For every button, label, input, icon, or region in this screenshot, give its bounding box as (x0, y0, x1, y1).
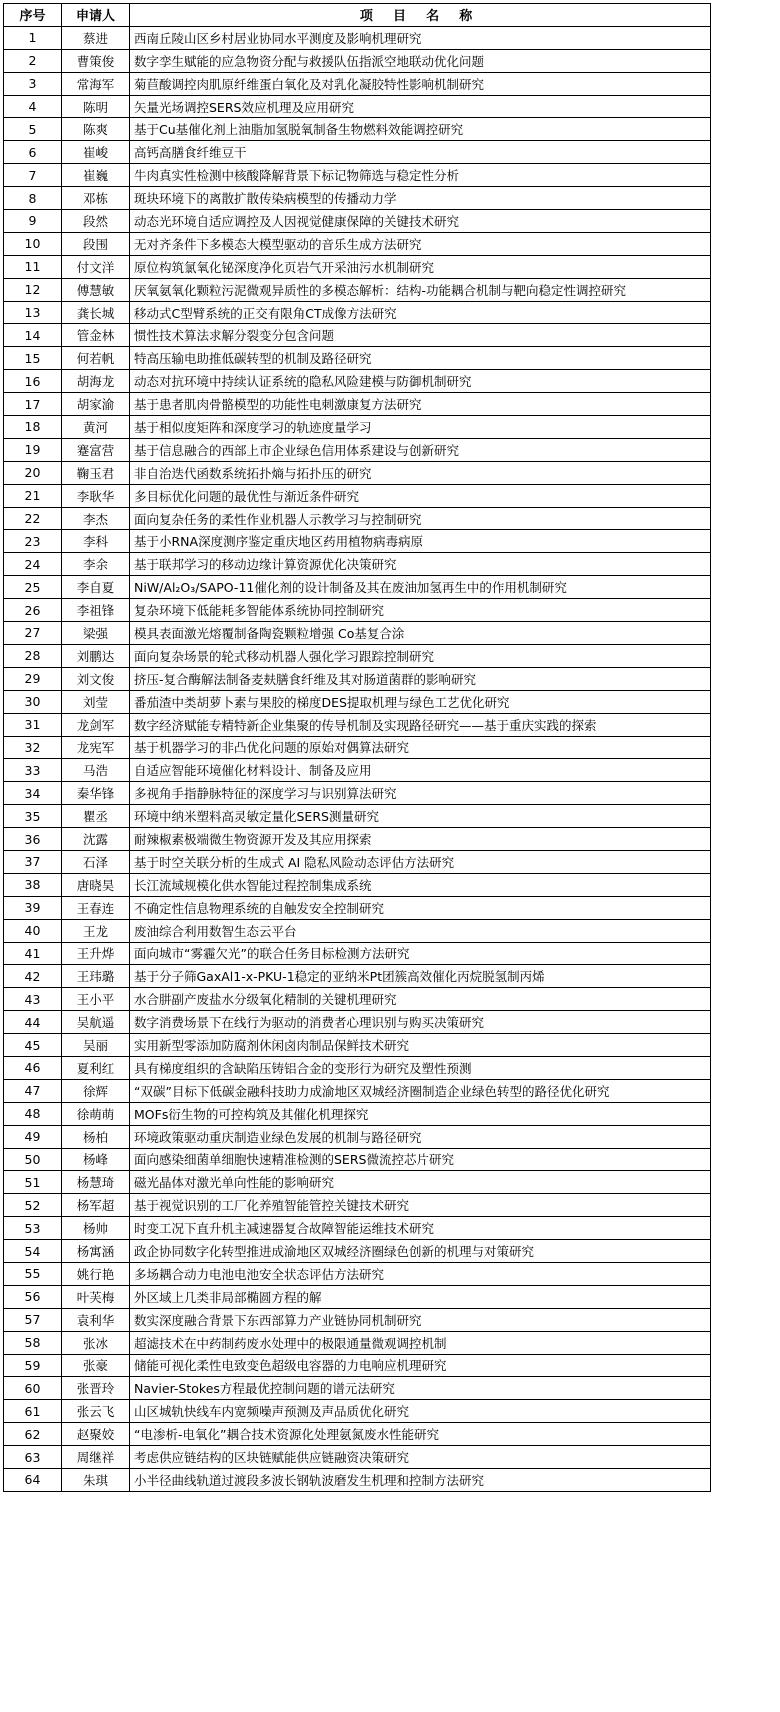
row-number: 3 (4, 72, 62, 95)
table-row (4, 919, 711, 942)
table-row (4, 1194, 711, 1217)
table-row (4, 1079, 711, 1102)
row-project-name: MOFs衍生物的可控构筑及其催化机理探究 (130, 1102, 711, 1125)
row-applicant: 姚行艳 (62, 1262, 130, 1285)
row-applicant: 张豪 (62, 1354, 130, 1377)
row-number: 20 (4, 461, 62, 484)
row-number: 30 (4, 690, 62, 713)
table-row (4, 690, 711, 713)
row-project-name: 外区域上几类非局部椭圆方程的解 (130, 1285, 711, 1308)
row-number: 12 (4, 278, 62, 301)
table-row (4, 255, 711, 278)
row-applicant: 沈露 (62, 828, 130, 851)
table-header (4, 4, 711, 27)
row-applicant: 崔峻 (62, 141, 130, 164)
row-project-name: 菊苣酸调控肉肌原纤维蛋白氧化及对乳化凝胶特性影响机制研究 (130, 72, 711, 95)
row-project-name: 挤压-复合酶解法制备麦麸膳食纤维及其对肠道菌群的影响研究 (130, 667, 711, 690)
row-number: 27 (4, 622, 62, 645)
table-row (4, 370, 711, 393)
table-row (4, 713, 711, 736)
row-applicant: 杨峰 (62, 1148, 130, 1171)
header-row (4, 4, 711, 27)
row-project-name: 基于联邦学习的移动边缘计算资源优化决策研究 (130, 553, 711, 576)
table-row (4, 416, 711, 439)
row-number: 51 (4, 1171, 62, 1194)
row-project-name: 特高压输电助推低碳转型的机制及路径研究 (130, 347, 711, 370)
row-applicant: 杨军超 (62, 1194, 130, 1217)
row-number: 52 (4, 1194, 62, 1217)
table-row (4, 1308, 711, 1331)
row-project-name: 长江流域规模化供水智能过程控制集成系统 (130, 873, 711, 896)
row-project-name: 复杂环境下低能耗多智能体系统协同控制研究 (130, 599, 711, 622)
row-project-name: 基于机器学习的非凸优化问题的原始对偶算法研究 (130, 736, 711, 759)
row-number: 7 (4, 164, 62, 187)
table-row (4, 896, 711, 919)
table-row (4, 1125, 711, 1148)
row-applicant: 徐萌萌 (62, 1102, 130, 1125)
row-number: 11 (4, 255, 62, 278)
row-applicant: 李杰 (62, 507, 130, 530)
row-number: 45 (4, 1034, 62, 1057)
row-number: 4 (4, 95, 62, 118)
row-applicant: 李耿华 (62, 484, 130, 507)
row-applicant: 常海军 (62, 72, 130, 95)
row-project-name: “电渗析-电氧化”耦合技术资源化处理氨氮废水性能研究 (130, 1423, 711, 1446)
row-applicant: 李自夏 (62, 576, 130, 599)
row-project-name: 基于相似度矩阵和深度学习的轨迹度量学习 (130, 416, 711, 439)
row-applicant: 傅慧敏 (62, 278, 130, 301)
row-applicant: 龚长城 (62, 301, 130, 324)
row-applicant: 付文洋 (62, 255, 130, 278)
row-number: 25 (4, 576, 62, 599)
row-applicant: 张晋玲 (62, 1377, 130, 1400)
row-applicant: 管金林 (62, 324, 130, 347)
table-row (4, 850, 711, 873)
row-applicant: 马浩 (62, 759, 130, 782)
table-row (4, 301, 711, 324)
row-applicant: 邓栋 (62, 187, 130, 210)
table-row (4, 599, 711, 622)
row-number: 23 (4, 530, 62, 553)
table-row (4, 530, 711, 553)
row-number: 22 (4, 507, 62, 530)
row-number: 32 (4, 736, 62, 759)
table-row (4, 1354, 711, 1377)
table-row (4, 347, 711, 370)
row-applicant: 杨慧琦 (62, 1171, 130, 1194)
row-applicant: 龙剑军 (62, 713, 130, 736)
row-project-name: 具有梯度组织的含缺陷压铸铝合金的变形行为研究及塑性预测 (130, 1056, 711, 1079)
row-project-name: 高钙高膳食纤维豆干 (130, 141, 711, 164)
row-applicant: 张云飞 (62, 1400, 130, 1423)
row-applicant: 龙宪军 (62, 736, 130, 759)
table-row (4, 484, 711, 507)
table-row (4, 278, 711, 301)
table-row (4, 187, 711, 210)
row-applicant: 陈明 (62, 95, 130, 118)
row-applicant: 唐晓昊 (62, 873, 130, 896)
table-row (4, 141, 711, 164)
row-project-name: 储能可视化柔性电致变色超级电容器的力电响应机理研究 (130, 1354, 711, 1377)
table-row (4, 393, 711, 416)
row-applicant: 叶芙梅 (62, 1285, 130, 1308)
table-row (4, 461, 711, 484)
row-project-name: 废油综合利用数智生态云平台 (130, 919, 711, 942)
row-applicant: 王小平 (62, 988, 130, 1011)
header-project-name: 项 目 名 称 (130, 4, 711, 27)
row-project-name: 水合肼副产废盐水分级氧化精制的关键机理研究 (130, 988, 711, 1011)
row-project-name: 超滤技术在中药制药废水处理中的极限通量微观调控机制 (130, 1331, 711, 1354)
table-row (4, 507, 711, 530)
row-applicant: 杨帅 (62, 1217, 130, 1240)
table-body (4, 26, 711, 1491)
row-number: 41 (4, 942, 62, 965)
row-project-name: 环境中纳米塑料高灵敏定量化SERS测量研究 (130, 805, 711, 828)
row-project-name: 面向感染细菌单细胞快速精准检测的SERS微流控芯片研究 (130, 1148, 711, 1171)
row-number: 14 (4, 324, 62, 347)
row-applicant: 袁利华 (62, 1308, 130, 1331)
row-number: 35 (4, 805, 62, 828)
row-number: 56 (4, 1285, 62, 1308)
row-number: 15 (4, 347, 62, 370)
row-project-name: 斑块环境下的离散扩散传染病模型的传播动力学 (130, 187, 711, 210)
row-number: 36 (4, 828, 62, 851)
row-project-name: 小半径曲线轨道过渡段多波长钢轨波磨发生机理和控制方法研究 (130, 1469, 711, 1492)
row-applicant: 李科 (62, 530, 130, 553)
row-applicant: 杨寓涵 (62, 1240, 130, 1263)
table-row (4, 1469, 711, 1492)
row-project-name: 基于小RNA深度测序鉴定重庆地区药用植物病毒病原 (130, 530, 711, 553)
table-row (4, 1171, 711, 1194)
row-number: 42 (4, 965, 62, 988)
table-row (4, 1262, 711, 1285)
table-row (4, 873, 711, 896)
table-row (4, 553, 711, 576)
row-applicant: 刘鹏达 (62, 644, 130, 667)
row-number: 33 (4, 759, 62, 782)
table-row (4, 438, 711, 461)
row-number: 29 (4, 667, 62, 690)
row-number: 19 (4, 438, 62, 461)
row-project-name: 自适应智能环境催化材料设计、制备及应用 (130, 759, 711, 782)
row-applicant: 胡家渝 (62, 393, 130, 416)
row-project-name: 西南丘陵山区乡村居业协同水平测度及影响机理研究 (130, 26, 711, 49)
row-number: 59 (4, 1354, 62, 1377)
row-project-name: 环境政策驱动重庆制造业绿色发展的机制与路径研究 (130, 1125, 711, 1148)
row-project-name: NiW/Al₂O₃/SAPO-11催化剂的设计制备及其在废油加氢再生中的作用机制研究 (130, 576, 711, 599)
row-project-name: 动态对抗环境中持续认证系统的隐私风险建模与防御机制研究 (130, 370, 711, 393)
row-project-name: 基于Cu基催化剂上油脂加氢脱氧制备生物燃料效能调控研究 (130, 118, 711, 141)
table-row (4, 1240, 711, 1263)
row-applicant: 王龙 (62, 919, 130, 942)
row-applicant: 蹇富营 (62, 438, 130, 461)
row-project-name: 厌氧氨氧化颗粒污泥微观异质性的多模态解析：结构-功能耦合机制与靶向稳定性调控研究 (130, 278, 711, 301)
row-applicant: 段围 (62, 232, 130, 255)
row-applicant: 黄河 (62, 416, 130, 439)
row-applicant: 刘文俊 (62, 667, 130, 690)
table-row (4, 828, 711, 851)
row-number: 57 (4, 1308, 62, 1331)
row-number: 44 (4, 1011, 62, 1034)
row-applicant: 石泽 (62, 850, 130, 873)
row-project-name: 基于分子筛GaxAl1-x-PKU-1稳定的亚纳米Pt团簇高效催化丙烷脱氢制丙烯 (130, 965, 711, 988)
row-applicant: 吴航遥 (62, 1011, 130, 1034)
row-project-name: 非自治迭代函数系统拓扑熵与拓扑压的研究 (130, 461, 711, 484)
row-number: 16 (4, 370, 62, 393)
row-project-name: Navier-Stokes方程最优控制问题的谱元法研究 (130, 1377, 711, 1400)
row-number: 13 (4, 301, 62, 324)
row-number: 62 (4, 1423, 62, 1446)
row-number: 50 (4, 1148, 62, 1171)
row-project-name: 基于患者肌肉骨骼模型的功能性电刺激康复方法研究 (130, 393, 711, 416)
row-number: 48 (4, 1102, 62, 1125)
row-project-name: 面向复杂任务的柔性作业机器人示教学习与控制研究 (130, 507, 711, 530)
row-applicant: 曹策俊 (62, 49, 130, 72)
row-project-name: 实用新型零添加防腐剂休闲卤肉制品保鲜技术研究 (130, 1034, 711, 1057)
row-applicant: 徐辉 (62, 1079, 130, 1102)
row-project-name: 无对齐条件下多模态大模型驱动的音乐生成方法研究 (130, 232, 711, 255)
table-row (4, 965, 711, 988)
row-number: 2 (4, 49, 62, 72)
row-project-name: 山区城轨快线车内宽频噪声预测及声品质优化研究 (130, 1400, 711, 1423)
row-number: 21 (4, 484, 62, 507)
row-number: 40 (4, 919, 62, 942)
row-project-name: 数字消费场景下在线行为驱动的消费者心理识别与购买决策研究 (130, 1011, 711, 1034)
row-number: 24 (4, 553, 62, 576)
row-applicant: 张冰 (62, 1331, 130, 1354)
table-row (4, 1102, 711, 1125)
row-applicant: 王玮璐 (62, 965, 130, 988)
row-number: 18 (4, 416, 62, 439)
table-row (4, 1400, 711, 1423)
row-applicant: 陈爽 (62, 118, 130, 141)
row-project-name: 不确定性信息物理系统的自触发安全控制研究 (130, 896, 711, 919)
row-applicant: 瞿丞 (62, 805, 130, 828)
table-row (4, 622, 711, 645)
row-applicant: 李余 (62, 553, 130, 576)
table-row (4, 49, 711, 72)
row-applicant: 李祖锋 (62, 599, 130, 622)
row-project-name: 政企协同数字化转型推进成渝地区双城经济圈绿色创新的机理与对策研究 (130, 1240, 711, 1263)
row-project-name: “双碳”目标下低碳金融科技助力成渝地区双城经济圈制造企业绿色转型的路径优化研究 (130, 1079, 711, 1102)
row-applicant: 何若帆 (62, 347, 130, 370)
row-number: 64 (4, 1469, 62, 1492)
row-number: 49 (4, 1125, 62, 1148)
table-row (4, 118, 711, 141)
row-number: 54 (4, 1240, 62, 1263)
table-row (4, 1446, 711, 1469)
row-project-name: 多场耦合动力电池电池安全状态评估方法研究 (130, 1262, 711, 1285)
table-row (4, 26, 711, 49)
project-list-table (3, 3, 711, 1492)
table-row (4, 782, 711, 805)
row-project-name: 牛肉真实性检测中核酸降解背景下标记物筛选与稳定性分析 (130, 164, 711, 187)
row-project-name: 时变工况下直升机主减速器复合故障智能运维技术研究 (130, 1217, 711, 1240)
table-row (4, 1217, 711, 1240)
table-row (4, 1148, 711, 1171)
row-project-name: 数字经济赋能专精特新企业集聚的传导机制及实现路径研究——基于重庆实践的探索 (130, 713, 711, 736)
table-row (4, 1056, 711, 1079)
table-row (4, 988, 711, 1011)
table-row (4, 72, 711, 95)
row-project-name: 模具表面激光熔覆制备陶瓷颗粒增强 Co基复合涂 (130, 622, 711, 645)
row-number: 1 (4, 26, 62, 49)
row-number: 34 (4, 782, 62, 805)
row-number: 38 (4, 873, 62, 896)
row-applicant: 王春连 (62, 896, 130, 919)
row-applicant: 秦华锋 (62, 782, 130, 805)
row-number: 53 (4, 1217, 62, 1240)
row-applicant: 杨柏 (62, 1125, 130, 1148)
table-row (4, 210, 711, 233)
row-number: 6 (4, 141, 62, 164)
row-applicant: 周继祥 (62, 1446, 130, 1469)
table-row (4, 942, 711, 965)
table-row (4, 232, 711, 255)
table-row (4, 736, 711, 759)
row-number: 60 (4, 1377, 62, 1400)
header-applicant: 申请人 (62, 4, 130, 27)
row-number: 61 (4, 1400, 62, 1423)
row-applicant: 王升烨 (62, 942, 130, 965)
table-row (4, 1034, 711, 1057)
row-applicant: 朱琪 (62, 1469, 130, 1492)
row-number: 58 (4, 1331, 62, 1354)
row-applicant: 鞠玉君 (62, 461, 130, 484)
row-number: 26 (4, 599, 62, 622)
table-row (4, 576, 711, 599)
table-row (4, 805, 711, 828)
row-applicant: 赵聚姣 (62, 1423, 130, 1446)
row-number: 46 (4, 1056, 62, 1079)
row-applicant: 刘莹 (62, 690, 130, 713)
table-row (4, 667, 711, 690)
row-project-name: 数字孪生赋能的应急物资分配与救援队伍指派空地联动优化问题 (130, 49, 711, 72)
row-project-name: 番茄渣中类胡萝卜素与果胶的梯度DES提取机理与绿色工艺优化研究 (130, 690, 711, 713)
row-number: 5 (4, 118, 62, 141)
row-applicant: 梁强 (62, 622, 130, 645)
row-applicant: 蔡进 (62, 26, 130, 49)
row-project-name: 原位构筑氯氧化铋深度净化页岩气开采油污水机制研究 (130, 255, 711, 278)
header-number: 序号 (4, 4, 62, 27)
table-row (4, 164, 711, 187)
row-number: 17 (4, 393, 62, 416)
table-row (4, 644, 711, 667)
row-project-name: 移动式C型臂系统的正交有限角CT成像方法研究 (130, 301, 711, 324)
table-row (4, 1423, 711, 1446)
row-number: 43 (4, 988, 62, 1011)
table-row (4, 1377, 711, 1400)
row-project-name: 基于信息融合的西部上市企业绿色信用体系建设与创新研究 (130, 438, 711, 461)
row-number: 55 (4, 1262, 62, 1285)
table-row (4, 759, 711, 782)
row-project-name: 磁光晶体对激光单向性能的影响研究 (130, 1171, 711, 1194)
row-applicant: 胡海龙 (62, 370, 130, 393)
table-row (4, 1011, 711, 1034)
table-row (4, 95, 711, 118)
row-applicant: 段然 (62, 210, 130, 233)
row-project-name: 动态光环境自适应调控及人因视觉健康保障的关键技术研究 (130, 210, 711, 233)
row-project-name: 基于时空关联分析的生成式 AI 隐私风险动态评估方法研究 (130, 850, 711, 873)
row-applicant: 吴丽 (62, 1034, 130, 1057)
row-number: 37 (4, 850, 62, 873)
row-number: 39 (4, 896, 62, 919)
row-project-name: 耐辣椒素极端微生物资源开发及其应用探索 (130, 828, 711, 851)
row-project-name: 面向城市“雾霾欠光”的联合任务目标检测方法研究 (130, 942, 711, 965)
row-project-name: 数实深度融合背景下东西部算力产业链协同机制研究 (130, 1308, 711, 1331)
table-row (4, 1331, 711, 1354)
row-number: 31 (4, 713, 62, 736)
row-project-name: 矢量光场调控SERS效应机理及应用研究 (130, 95, 711, 118)
row-number: 28 (4, 644, 62, 667)
row-number: 63 (4, 1446, 62, 1469)
row-project-name: 多目标优化问题的最优性与渐近条件研究 (130, 484, 711, 507)
table-row (4, 1285, 711, 1308)
row-project-name: 惯性技术算法求解分裂变分包含问题 (130, 324, 711, 347)
row-project-name: 面向复杂场景的轮式移动机器人强化学习跟踪控制研究 (130, 644, 711, 667)
row-applicant: 夏利红 (62, 1056, 130, 1079)
row-applicant: 崔巍 (62, 164, 130, 187)
row-project-name: 多视角手指静脉特征的深度学习与识别算法研究 (130, 782, 711, 805)
row-number: 47 (4, 1079, 62, 1102)
row-number: 9 (4, 210, 62, 233)
row-number: 10 (4, 232, 62, 255)
table-row (4, 324, 711, 347)
row-project-name: 基于视觉识别的工厂化养殖智能管控关键技术研究 (130, 1194, 711, 1217)
row-project-name: 考虑供应链结构的区块链赋能供应链融资决策研究 (130, 1446, 711, 1469)
row-number: 8 (4, 187, 62, 210)
